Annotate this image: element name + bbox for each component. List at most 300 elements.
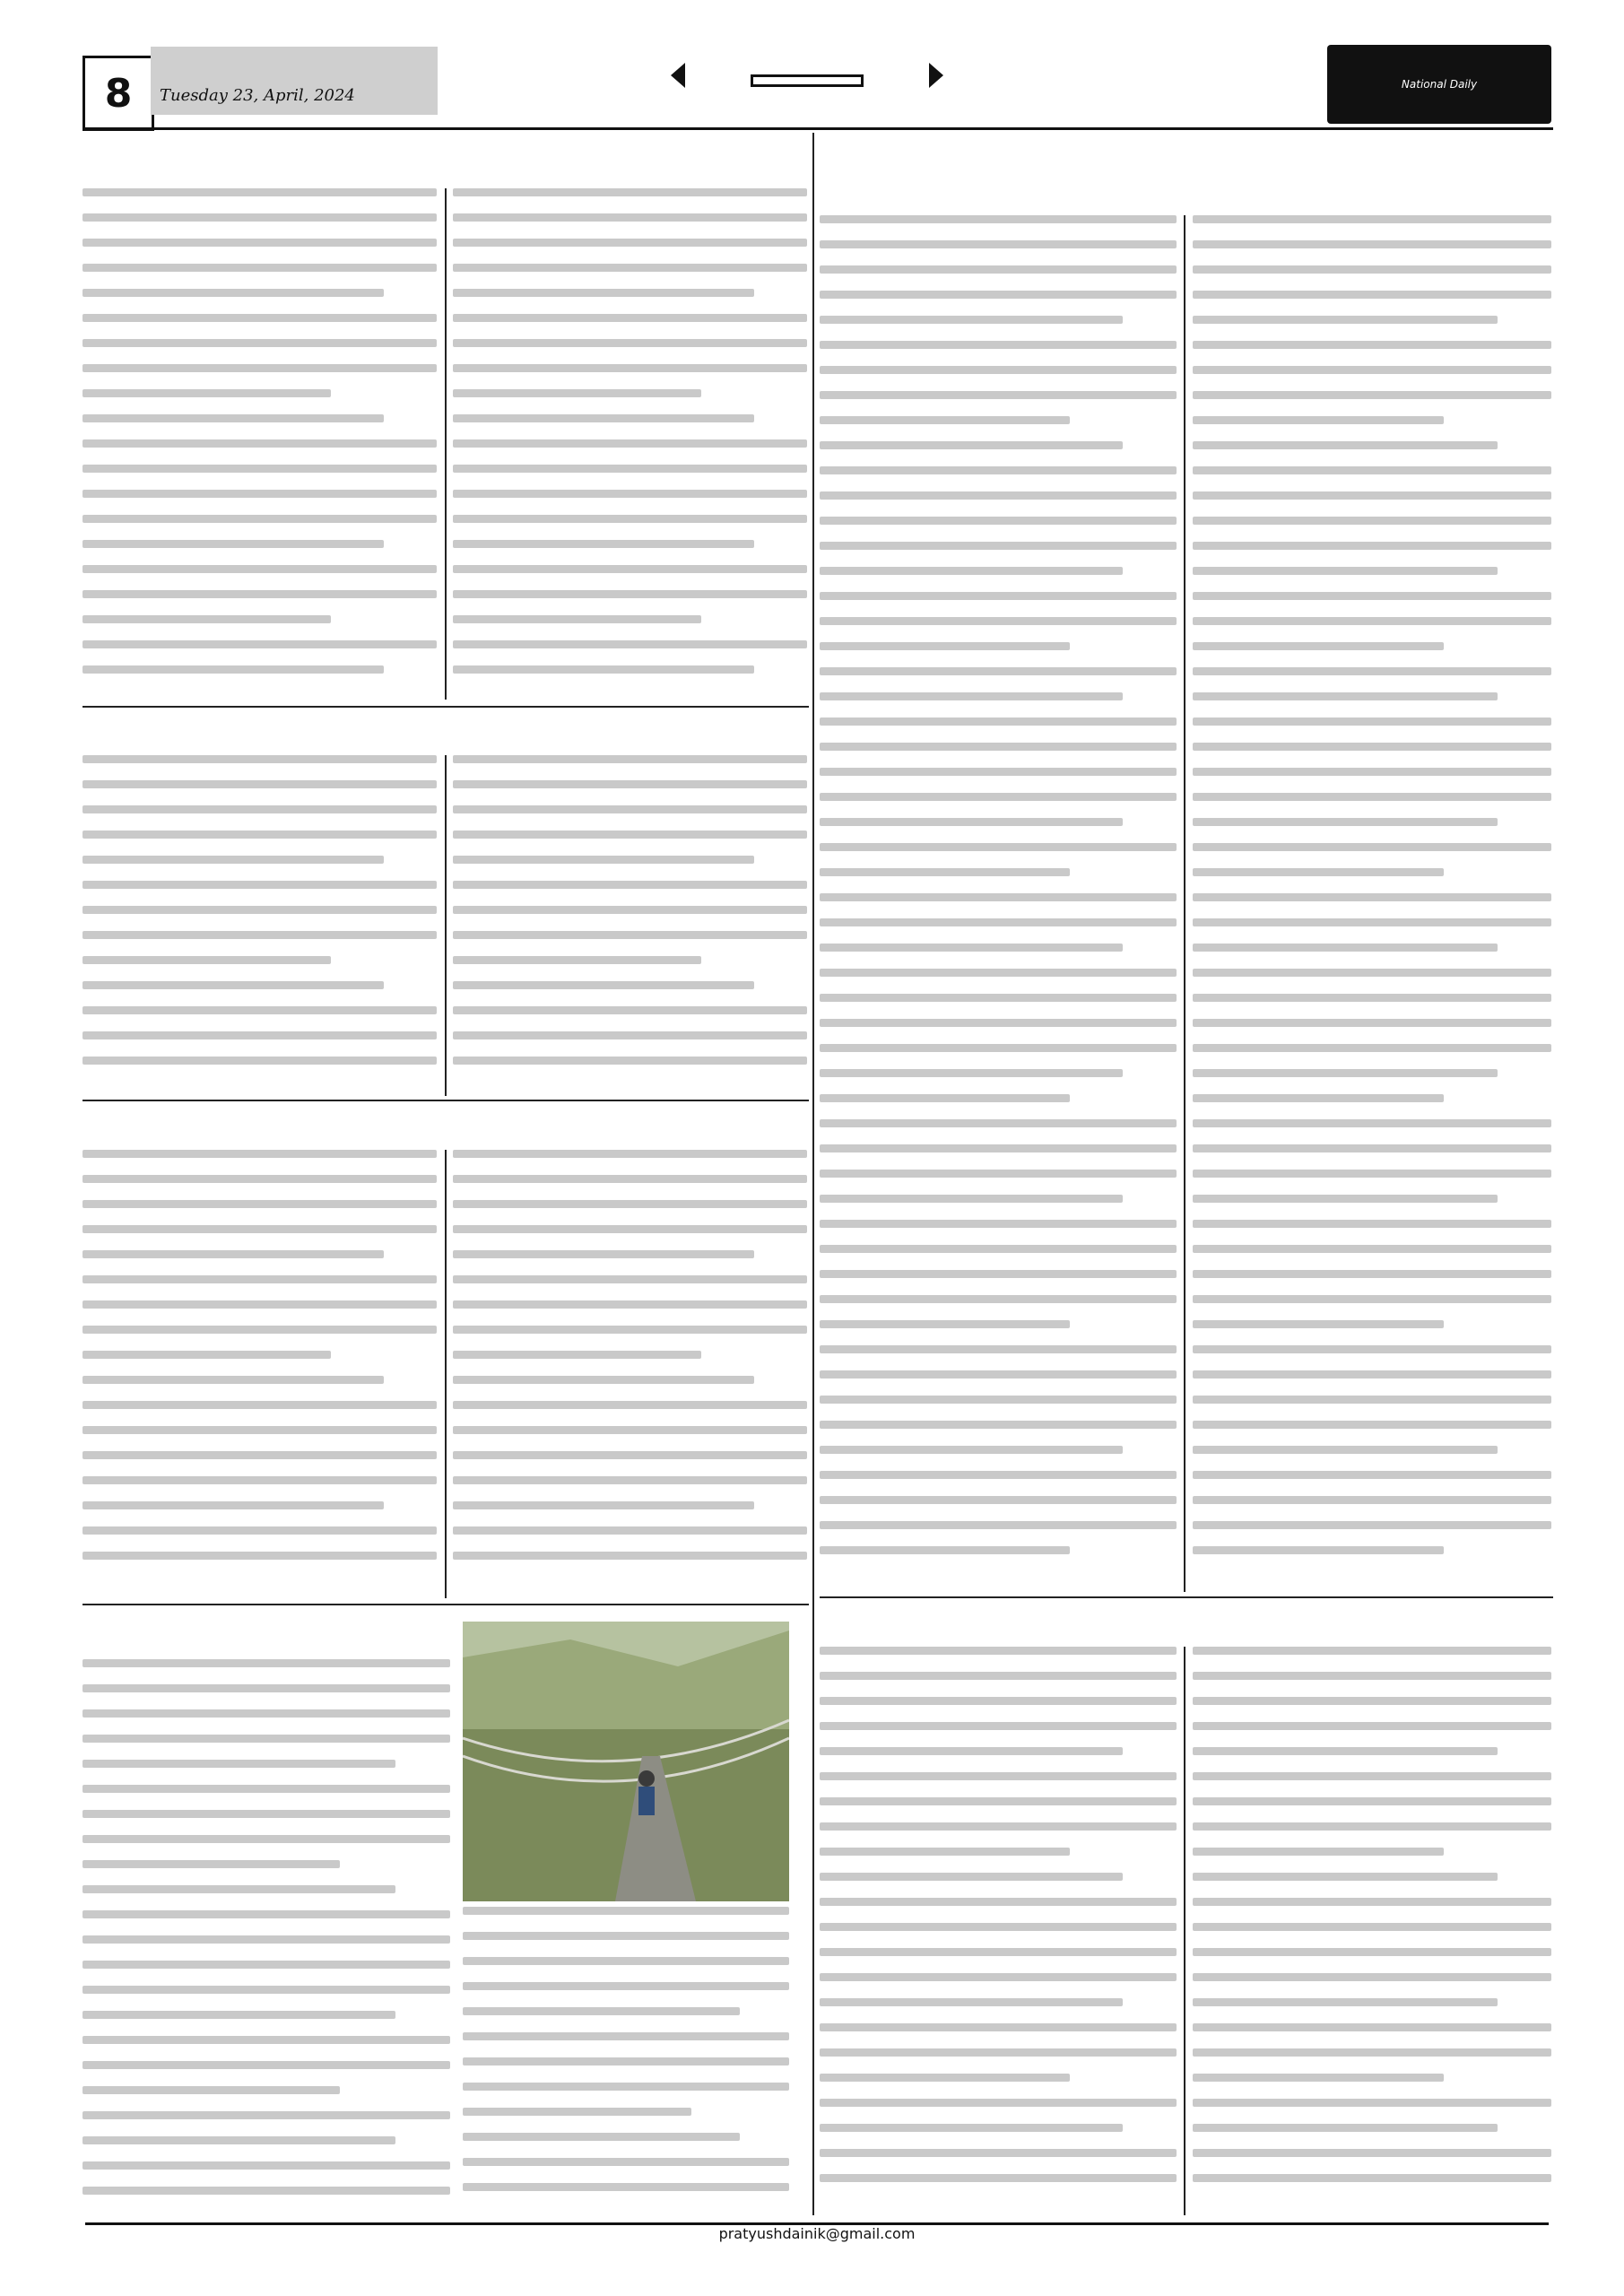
text-line bbox=[463, 2057, 789, 2066]
article-divider bbox=[83, 1604, 809, 1605]
page-center-divider bbox=[812, 133, 814, 2215]
text-line bbox=[1193, 416, 1444, 424]
text-line bbox=[83, 1760, 395, 1768]
column-divider bbox=[445, 188, 447, 700]
newspaper-logo bbox=[1327, 45, 1551, 124]
text-line bbox=[820, 1797, 1177, 1805]
text-line bbox=[83, 515, 437, 523]
text-line bbox=[820, 1144, 1177, 1152]
article-4-column-2 bbox=[463, 1907, 789, 2215]
text-line bbox=[453, 213, 807, 222]
article-divider bbox=[83, 706, 809, 708]
text-line bbox=[820, 1320, 1070, 1328]
text-line bbox=[83, 1351, 331, 1359]
text-line bbox=[83, 981, 384, 989]
text-line bbox=[83, 1250, 384, 1258]
text-line bbox=[453, 264, 807, 272]
article-divider bbox=[820, 1596, 1553, 1598]
text-line bbox=[1193, 1446, 1498, 1454]
text-line bbox=[83, 1810, 450, 1818]
text-line bbox=[453, 1006, 807, 1014]
text-line bbox=[820, 1747, 1123, 1755]
text-line bbox=[820, 341, 1177, 349]
text-line bbox=[453, 1476, 807, 1484]
text-line bbox=[463, 2158, 789, 2166]
text-line bbox=[820, 969, 1177, 977]
article-4-column-1 bbox=[83, 1659, 450, 2215]
text-line bbox=[820, 316, 1123, 324]
text-line bbox=[453, 780, 807, 788]
text-line bbox=[820, 366, 1177, 374]
text-line bbox=[820, 1848, 1070, 1856]
text-line bbox=[463, 2183, 789, 2191]
text-line bbox=[820, 466, 1177, 474]
text-line bbox=[453, 665, 754, 674]
text-line bbox=[453, 1031, 807, 1039]
text-line bbox=[820, 2099, 1177, 2107]
text-line bbox=[453, 389, 701, 397]
text-line bbox=[1193, 215, 1551, 223]
text-line bbox=[1193, 592, 1551, 600]
text-line bbox=[820, 2048, 1177, 2057]
text-line bbox=[1193, 1245, 1551, 1253]
text-line bbox=[463, 2108, 691, 2116]
text-line bbox=[463, 1957, 789, 1965]
text-line bbox=[453, 1501, 754, 1509]
text-line bbox=[83, 1709, 450, 1718]
text-line bbox=[83, 831, 437, 839]
text-line bbox=[83, 1659, 450, 1667]
article-3-column-2 bbox=[453, 1150, 807, 1598]
text-line bbox=[1193, 466, 1551, 474]
text-line bbox=[463, 1982, 789, 1990]
text-line bbox=[453, 1250, 754, 1258]
text-line bbox=[83, 213, 437, 222]
text-line bbox=[1193, 567, 1498, 575]
text-line bbox=[820, 2074, 1070, 2082]
text-line bbox=[820, 893, 1177, 901]
text-line bbox=[463, 2083, 789, 2091]
text-line bbox=[820, 517, 1177, 525]
text-line bbox=[820, 1069, 1123, 1077]
text-line bbox=[453, 856, 754, 864]
text-line bbox=[83, 881, 437, 889]
text-line bbox=[1193, 1270, 1551, 1278]
text-line bbox=[820, 1044, 1177, 1052]
text-line bbox=[83, 1006, 437, 1014]
text-line bbox=[1193, 341, 1551, 349]
text-line bbox=[820, 1421, 1177, 1429]
text-line bbox=[83, 1684, 450, 1692]
text-line bbox=[83, 931, 437, 939]
text-line bbox=[820, 617, 1177, 625]
text-line bbox=[820, 1345, 1177, 1353]
text-line bbox=[1193, 316, 1498, 324]
text-line bbox=[1193, 718, 1551, 726]
text-line bbox=[1193, 1873, 1498, 1881]
text-line bbox=[1193, 1973, 1551, 1981]
text-line bbox=[453, 1275, 807, 1283]
text-line bbox=[83, 1476, 437, 1484]
text-line bbox=[83, 2086, 340, 2094]
date-english: Tuesday 23, April, 2024 bbox=[160, 86, 355, 105]
text-line bbox=[83, 1200, 437, 1208]
text-line bbox=[1193, 2023, 1551, 2031]
text-line bbox=[820, 793, 1177, 801]
text-line bbox=[820, 1119, 1177, 1127]
text-line bbox=[83, 540, 384, 548]
text-line bbox=[820, 1170, 1177, 1178]
text-line bbox=[453, 364, 807, 372]
text-line bbox=[1193, 291, 1551, 299]
text-line bbox=[1193, 366, 1551, 374]
text-line bbox=[83, 2011, 395, 2019]
text-line bbox=[453, 1057, 807, 1065]
text-line bbox=[83, 239, 437, 247]
text-line bbox=[83, 1785, 450, 1793]
text-line bbox=[83, 2136, 395, 2144]
text-line bbox=[1193, 918, 1551, 926]
text-line bbox=[453, 414, 754, 422]
text-line bbox=[453, 1150, 807, 1158]
text-line bbox=[820, 1094, 1070, 1102]
text-line bbox=[453, 615, 701, 623]
text-line bbox=[453, 755, 807, 763]
text-line bbox=[453, 1426, 807, 1434]
text-line bbox=[1193, 944, 1498, 952]
text-line bbox=[820, 291, 1177, 299]
text-line bbox=[453, 906, 807, 914]
text-line bbox=[83, 640, 437, 648]
text-line bbox=[83, 1885, 395, 1893]
text-line bbox=[83, 2161, 450, 2170]
text-line bbox=[83, 289, 384, 297]
text-line bbox=[1193, 1496, 1551, 1504]
article-1-column-2 bbox=[453, 188, 807, 700]
text-line bbox=[1193, 1370, 1551, 1378]
text-line bbox=[83, 1552, 437, 1560]
text-line bbox=[453, 339, 807, 347]
text-line bbox=[83, 439, 437, 448]
column-divider bbox=[445, 755, 447, 1096]
text-line bbox=[820, 1697, 1177, 1705]
text-line bbox=[83, 264, 437, 272]
text-line bbox=[453, 931, 807, 939]
text-line bbox=[453, 490, 807, 498]
text-line bbox=[83, 414, 384, 422]
text-line bbox=[453, 1526, 807, 1535]
text-line bbox=[453, 515, 807, 523]
text-line bbox=[1193, 1195, 1498, 1203]
text-line bbox=[820, 491, 1177, 500]
text-line bbox=[83, 1150, 437, 1158]
text-line bbox=[83, 1225, 437, 1233]
text-line bbox=[453, 1175, 807, 1183]
article-6-column-2 bbox=[1193, 1647, 1551, 2215]
text-line bbox=[1193, 1421, 1551, 1429]
footer-email: pratyushdainik@gmail.com bbox=[718, 2225, 916, 2242]
bridge-photo bbox=[463, 1622, 789, 1901]
text-line bbox=[820, 944, 1123, 952]
column-divider bbox=[1184, 1647, 1185, 2215]
text-line bbox=[83, 665, 384, 674]
text-line bbox=[820, 1195, 1123, 1203]
text-line bbox=[820, 1923, 1177, 1931]
text-line bbox=[463, 2032, 789, 2040]
text-line bbox=[1193, 1019, 1551, 1027]
text-line bbox=[820, 1722, 1177, 1730]
text-line bbox=[1193, 1722, 1551, 1730]
header-rule bbox=[83, 127, 1553, 130]
text-line bbox=[1193, 793, 1551, 801]
article-5-column-2 bbox=[1193, 215, 1551, 1592]
text-line bbox=[820, 1546, 1070, 1554]
text-line bbox=[1193, 969, 1551, 977]
text-line bbox=[453, 805, 807, 813]
text-line bbox=[820, 768, 1177, 776]
text-line bbox=[83, 2036, 450, 2044]
text-line bbox=[1193, 768, 1551, 776]
text-line bbox=[1193, 843, 1551, 851]
text-line bbox=[83, 1935, 450, 1944]
text-line bbox=[453, 831, 807, 839]
text-line bbox=[1193, 2149, 1551, 2157]
page-footer bbox=[85, 2222, 1549, 2284]
text-line bbox=[820, 1521, 1177, 1529]
text-line bbox=[1193, 2048, 1551, 2057]
text-line bbox=[453, 314, 807, 322]
text-line bbox=[1193, 667, 1551, 675]
text-line bbox=[820, 2124, 1123, 2132]
text-line bbox=[820, 1270, 1177, 1278]
text-line bbox=[1193, 1998, 1498, 2006]
text-line bbox=[1193, 1521, 1551, 1529]
text-line bbox=[820, 1496, 1177, 1504]
column-divider bbox=[1184, 215, 1185, 1592]
text-line bbox=[83, 1961, 450, 1969]
article-5-column-1 bbox=[820, 215, 1177, 1592]
text-line bbox=[820, 1998, 1123, 2006]
text-line bbox=[83, 1451, 437, 1459]
text-line bbox=[820, 1220, 1177, 1228]
text-line bbox=[1193, 517, 1551, 525]
text-line bbox=[1193, 1069, 1498, 1077]
text-line bbox=[453, 1200, 807, 1208]
text-line bbox=[83, 2061, 450, 2069]
text-line bbox=[453, 1351, 701, 1359]
text-line bbox=[83, 1376, 384, 1384]
text-line bbox=[83, 780, 437, 788]
text-line bbox=[1193, 265, 1551, 274]
section-header bbox=[664, 43, 951, 118]
text-line bbox=[453, 1451, 807, 1459]
text-line bbox=[820, 1898, 1177, 1906]
text-line bbox=[83, 1031, 437, 1039]
text-line bbox=[820, 642, 1070, 650]
text-line bbox=[83, 1300, 437, 1309]
text-line bbox=[463, 1932, 789, 1940]
text-line bbox=[83, 1735, 450, 1743]
text-line bbox=[83, 364, 437, 372]
text-line bbox=[820, 265, 1177, 274]
text-line bbox=[83, 465, 437, 473]
text-line bbox=[820, 1019, 1177, 1027]
text-line bbox=[83, 1526, 437, 1535]
masthead-subtitle: National Daily bbox=[1401, 78, 1478, 91]
text-line bbox=[453, 289, 754, 297]
text-line bbox=[820, 1948, 1177, 1956]
text-line bbox=[453, 439, 807, 448]
text-line bbox=[1193, 1320, 1444, 1328]
text-line bbox=[463, 2133, 740, 2141]
text-line bbox=[1193, 868, 1444, 876]
text-line bbox=[453, 1225, 807, 1233]
text-line bbox=[453, 981, 754, 989]
text-line bbox=[83, 339, 437, 347]
text-line bbox=[83, 2187, 450, 2195]
text-line bbox=[83, 755, 437, 763]
text-line bbox=[463, 2007, 740, 2015]
next-section-arrow-icon[interactable] bbox=[929, 63, 943, 88]
text-line bbox=[453, 1552, 807, 1560]
text-line bbox=[1193, 1923, 1551, 1931]
text-line bbox=[453, 1300, 807, 1309]
text-line bbox=[820, 843, 1177, 851]
text-line bbox=[1193, 1672, 1551, 1680]
article-6-column-1 bbox=[820, 1647, 1177, 2215]
text-line bbox=[83, 1401, 437, 1409]
text-line bbox=[1193, 2174, 1551, 2182]
text-line bbox=[1193, 1170, 1551, 1178]
text-line bbox=[453, 239, 807, 247]
text-line bbox=[1193, 743, 1551, 751]
text-line bbox=[453, 565, 807, 573]
text-line bbox=[1193, 818, 1498, 826]
text-line bbox=[1193, 1471, 1551, 1479]
text-line bbox=[83, 1501, 384, 1509]
text-line bbox=[1193, 692, 1498, 700]
text-line bbox=[820, 416, 1070, 424]
text-line bbox=[1193, 1094, 1444, 1102]
article-divider bbox=[83, 1100, 809, 1101]
text-line bbox=[1193, 1848, 1444, 1856]
text-line bbox=[1193, 1747, 1498, 1755]
text-line bbox=[1193, 240, 1551, 248]
text-line bbox=[1193, 1220, 1551, 1228]
text-line bbox=[83, 2111, 450, 2119]
text-line bbox=[820, 1873, 1123, 1881]
text-line bbox=[820, 918, 1177, 926]
text-line bbox=[820, 1973, 1177, 1981]
page-number: 8 bbox=[83, 56, 154, 131]
text-line bbox=[1193, 1948, 1551, 1956]
text-line bbox=[1193, 491, 1551, 500]
text-line bbox=[820, 2149, 1177, 2157]
text-line bbox=[820, 441, 1123, 449]
text-line bbox=[1193, 2074, 1444, 2082]
text-line bbox=[820, 718, 1177, 726]
text-line bbox=[820, 1772, 1177, 1780]
text-line bbox=[1193, 542, 1551, 550]
text-line bbox=[1193, 1697, 1551, 1705]
text-line bbox=[1193, 1144, 1551, 1152]
text-line bbox=[820, 818, 1123, 826]
text-line bbox=[820, 1396, 1177, 1404]
text-line bbox=[83, 565, 437, 573]
text-line bbox=[83, 1835, 450, 1843]
text-line bbox=[463, 1907, 789, 1915]
text-line bbox=[1193, 893, 1551, 901]
text-line bbox=[83, 1057, 437, 1065]
text-line bbox=[820, 1672, 1177, 1680]
text-line bbox=[453, 188, 807, 196]
text-line bbox=[83, 1426, 437, 1434]
text-line bbox=[83, 1326, 437, 1334]
text-line bbox=[83, 590, 437, 598]
text-line bbox=[820, 1446, 1123, 1454]
text-line bbox=[83, 805, 437, 813]
column-divider bbox=[445, 1150, 447, 1598]
text-line bbox=[820, 1370, 1177, 1378]
text-line bbox=[820, 868, 1070, 876]
text-line bbox=[453, 1326, 807, 1334]
text-line bbox=[820, 1471, 1177, 1479]
text-line bbox=[453, 1376, 754, 1384]
text-line bbox=[820, 1822, 1177, 1831]
text-line bbox=[820, 215, 1177, 223]
section-title bbox=[751, 74, 864, 87]
text-line bbox=[820, 743, 1177, 751]
article-2-column-2 bbox=[453, 755, 807, 1096]
article-1-column-1 bbox=[83, 188, 437, 700]
text-line bbox=[83, 906, 437, 914]
text-line bbox=[83, 490, 437, 498]
text-line bbox=[820, 2023, 1177, 2031]
text-line bbox=[83, 1860, 340, 1868]
text-line bbox=[1193, 1797, 1551, 1805]
text-line bbox=[1193, 1546, 1444, 1554]
text-line bbox=[820, 692, 1123, 700]
text-line bbox=[820, 542, 1177, 550]
text-line bbox=[83, 314, 437, 322]
text-line bbox=[820, 1295, 1177, 1303]
text-line bbox=[453, 640, 807, 648]
text-line bbox=[1193, 1898, 1551, 1906]
text-line bbox=[453, 1401, 807, 1409]
text-line bbox=[83, 615, 331, 623]
text-line bbox=[1193, 441, 1498, 449]
text-line bbox=[1193, 1295, 1551, 1303]
text-line bbox=[1193, 642, 1444, 650]
text-line bbox=[820, 2174, 1177, 2182]
text-line bbox=[1193, 1647, 1551, 1655]
text-line bbox=[1193, 2099, 1551, 2107]
article-3-column-1 bbox=[83, 1150, 437, 1598]
text-line bbox=[83, 1986, 450, 1994]
text-line bbox=[820, 1245, 1177, 1253]
text-line bbox=[453, 590, 807, 598]
text-line bbox=[83, 956, 331, 964]
text-line bbox=[1193, 391, 1551, 399]
text-line bbox=[83, 856, 384, 864]
text-line bbox=[820, 994, 1177, 1002]
text-line bbox=[83, 1175, 437, 1183]
text-line bbox=[1193, 1772, 1551, 1780]
text-line bbox=[453, 540, 754, 548]
text-line bbox=[820, 240, 1177, 248]
text-line bbox=[820, 567, 1123, 575]
text-line bbox=[1193, 1345, 1551, 1353]
